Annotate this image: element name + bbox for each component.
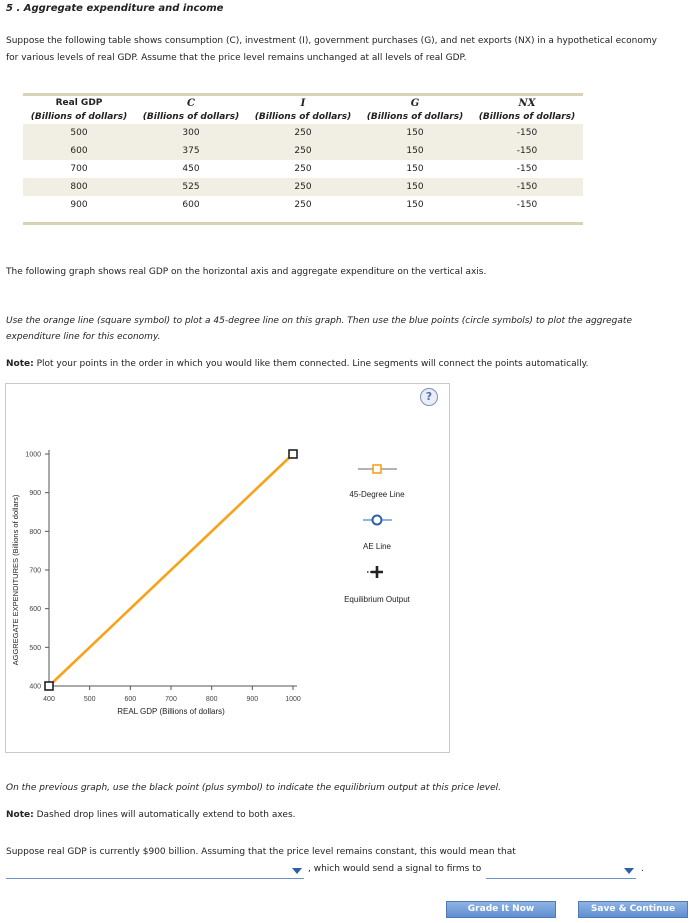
table-cell: 500 xyxy=(23,124,135,142)
chevron-down-icon[interactable] xyxy=(292,868,302,874)
note-label: Note: xyxy=(6,810,34,820)
header-unit: (Billions of dollars) xyxy=(142,112,240,122)
table-cell: 375 xyxy=(135,142,247,160)
table-cell: -150 xyxy=(471,142,583,160)
help-icon[interactable]: ? xyxy=(420,388,438,406)
table-cell: 150 xyxy=(359,160,471,178)
table-cell: 150 xyxy=(359,178,471,196)
table-cell: 600 xyxy=(23,142,135,160)
table-cell: 250 xyxy=(247,160,359,178)
dropdown-2[interactable] xyxy=(486,866,636,879)
previous-graph-text: On the previous graph, use the black point (plus symbol) to indicate the equilibrium output at this price level. xyxy=(6,783,502,793)
tool-palette[interactable] xyxy=(358,465,397,578)
table-cell: 250 xyxy=(247,142,359,160)
table-cell: 150 xyxy=(359,196,471,214)
header-nx: NX xyxy=(518,97,536,109)
x-tick-label: 700 xyxy=(165,696,177,703)
tool-label-45-degree: 45-Degree Line xyxy=(349,490,405,499)
table-cell: 525 xyxy=(135,178,247,196)
note-2 xyxy=(6,810,296,820)
table-cell: 250 xyxy=(247,178,359,196)
header-real-gdp: Real GDP xyxy=(55,98,103,108)
suppose-text: Suppose real GDP is currently $900 billion. Assuming that the price level remains constant, this would mean that xyxy=(6,847,516,857)
x-axis-title: REAL GDP (Billions of dollars) xyxy=(117,707,225,716)
header-unit: (Billions of dollars) xyxy=(254,112,352,122)
table-cell: -150 xyxy=(471,178,583,196)
table-cell: 600 xyxy=(135,196,247,214)
x-tick-label: 1000 xyxy=(285,696,301,703)
header-unit: (Billions of dollars) xyxy=(30,112,128,122)
orange-square-icon[interactable] xyxy=(373,465,381,473)
series-line-45-degree[interactable] xyxy=(49,454,293,686)
intro-line-1: Suppose the following table shows consumption (C), investment (I), government purchases (G), and net exports (NX) in a hypothetical economy xyxy=(6,36,657,46)
note-label: Note: xyxy=(6,359,34,369)
y-tick-label: 500 xyxy=(29,644,41,652)
x-tick-label: 900 xyxy=(246,696,259,703)
table-cell: 250 xyxy=(247,124,359,142)
table-cell: 150 xyxy=(359,142,471,160)
table-cell: -150 xyxy=(471,160,583,178)
grade-it-now-button[interactable]: Grade It Now xyxy=(446,901,556,918)
dropdown-1[interactable] xyxy=(6,866,304,879)
x-tick-label: 400 xyxy=(43,696,55,703)
x-tick-label: 800 xyxy=(205,696,218,703)
y-tick-label: 900 xyxy=(29,490,41,498)
square-point[interactable] xyxy=(45,682,53,690)
x-tick-label: 500 xyxy=(83,696,96,703)
header-unit: (Billions of dollars) xyxy=(366,112,464,122)
instructions-line-2: expenditure line for this economy. xyxy=(6,332,161,342)
square-point[interactable] xyxy=(289,450,297,458)
tool-label-equilibrium: Equilibrium Output xyxy=(344,595,410,604)
table-cell: 150 xyxy=(359,124,471,142)
y-tick-label: 600 xyxy=(29,606,41,614)
instructions-line-1: Use the orange line (square symbol) to plot a 45-degree line on this graph. Then use the blue points (circle symbols) to plot the aggregate xyxy=(6,316,632,326)
table-cell: 300 xyxy=(135,124,247,142)
save-continue-button[interactable]: Save & Continue xyxy=(578,901,688,918)
y-tick-label: 1000 xyxy=(25,451,41,459)
header-unit: (Billions of dollars) xyxy=(478,112,576,122)
x-tick-label: 600 xyxy=(124,696,137,703)
table-cell: 700 xyxy=(23,160,135,178)
table-cell: -150 xyxy=(471,196,583,214)
y-tick-label: 700 xyxy=(29,567,41,575)
table-cell: 800 xyxy=(23,178,135,196)
header-c: C xyxy=(187,97,195,109)
header-g: G xyxy=(410,97,420,109)
y-axis-title: AGGREGATE EXPENDITURES (Billions of dollars) xyxy=(11,494,20,666)
table-cell: 250 xyxy=(247,196,359,214)
period-text: . xyxy=(641,864,644,874)
table-cell: 450 xyxy=(135,160,247,178)
plot-series[interactable] xyxy=(45,450,297,690)
table-cell: -150 xyxy=(471,124,583,142)
note-1-text: Plot your points in the order in which you would like them connected. Line segments will connect the points automatically. xyxy=(36,359,589,369)
blue-circle-icon[interactable] xyxy=(373,516,382,525)
tool-label-ae: AE Line xyxy=(362,542,392,551)
intro-line-2: for various levels of real GDP. Assume that the price level remains unchanged at all levels of real GDP. xyxy=(6,53,467,63)
question-title: 5 . Aggregate expenditure and income xyxy=(6,3,224,14)
y-tick-label: 800 xyxy=(29,528,41,536)
graph-intro-text: The following graph shows real GDP on the horizontal axis and aggregate expenditure on the vertical axis. xyxy=(6,267,487,277)
which-send-text: , which would send a signal to firms to xyxy=(308,864,482,874)
black-plus-icon[interactable] xyxy=(371,566,383,578)
chevron-down-icon[interactable] xyxy=(624,868,634,874)
header-i: I xyxy=(300,97,306,109)
table-cell: 900 xyxy=(23,196,135,214)
y-tick-label: 400 xyxy=(29,683,41,691)
note-2-text: Dashed drop lines will automatically extend to both axes. xyxy=(36,810,296,820)
